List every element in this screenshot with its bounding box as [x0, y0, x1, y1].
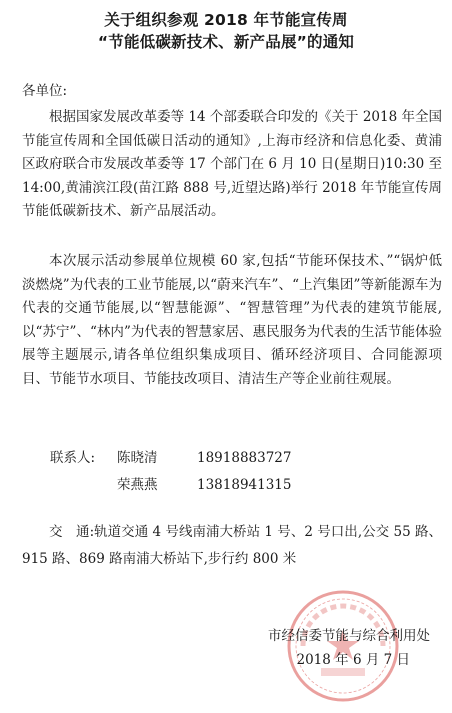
signature-org: 市经信委节能与综合利用处 — [268, 628, 430, 644]
paragraph-2: 本次展示活动参展单位规模 60 家,包括“节能环保技术、”“锅炉低淡燃烧”为代表的工业节能展,以“蔚来汽车”、“上汽集团”等新能源车为代表的交通节能展,以“智慧能源”、“智慧管理”为代表的建筑节能展,以“苏宁”、“林内”为代表的智慧家居、惠民服务为代表的生活节能体验展等主题展示,请各单位组织集成项目、循环经济项目、合同能源项目、节能节水项目、节能技改项目、清洁生产等企业前往观展。 — [22, 253, 442, 387]
contact-name-2: 荣燕燕 — [117, 477, 158, 493]
contact-name-1: 陈晓清 — [117, 450, 158, 466]
title-line-2: “节能低碳新技术、新产品展”的通知 — [97, 33, 355, 51]
signature-date: 2018 年 6 月 7 日 — [296, 652, 410, 668]
contact-phone-1: 18918883727 — [197, 450, 292, 466]
official-seal-icon — [283, 586, 403, 706]
paragraph-1: 根据国家发展改革委等 14 个部委联合印发的《关于 2018 年全国节能宣传周和全国低碳日活动的通知》,上海市经济和信息化委、黄浦区政府联合市发展改革委等 17 个部门在 6 月 10 日(星期日)10:30 至 14:00,黄浦滨江段(苗江路 888 号,近望达路)举行 2018 年节能宣传周节能低碳新技术、新产品展活动。 — [22, 109, 442, 219]
transport-info: 交 通:轨道交通 4 号线南浦大桥站 1 号、2 号口出,公交 55 路、915 路、869 路南浦大桥站下,步行约 800 米 — [22, 524, 442, 567]
contact-phone-2: 13818941315 — [197, 477, 292, 493]
contact-label: 联系人: — [50, 450, 96, 466]
salutation: 各单位: — [22, 83, 68, 99]
title-line-1: 关于组织参观 2018 年节能宣传周 — [104, 11, 348, 29]
